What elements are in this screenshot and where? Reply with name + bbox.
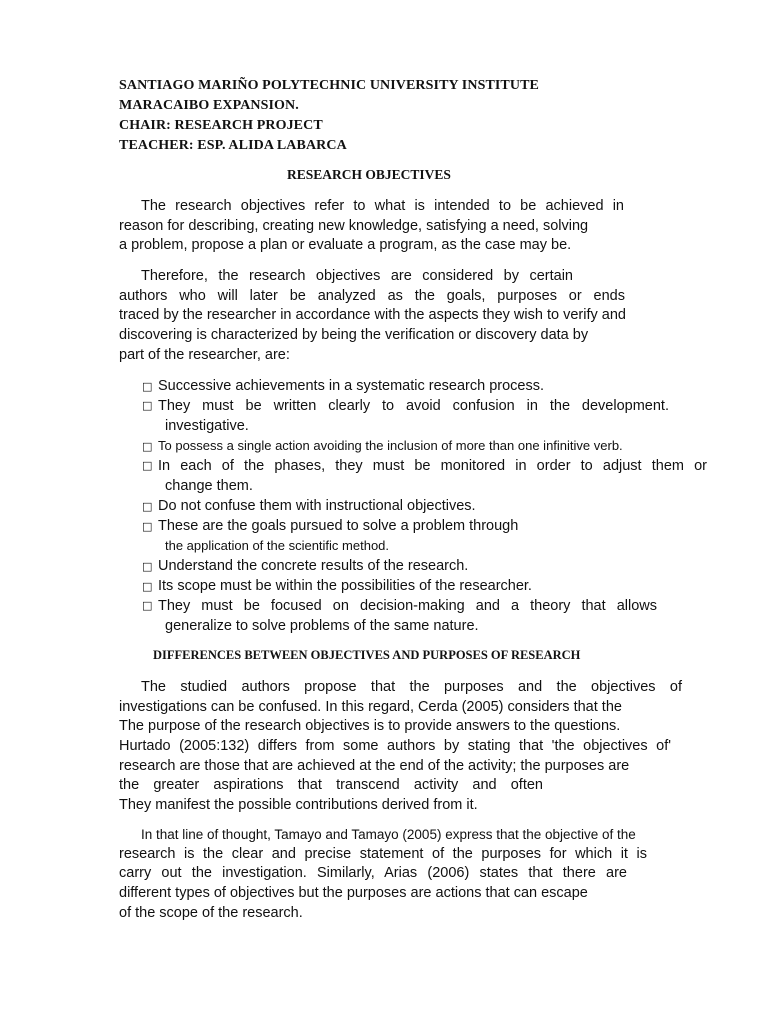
paragraph-line: research is the clear and precise statement of the purposes for which it is: [119, 845, 647, 862]
list-item-continuation: investigative.: [165, 418, 249, 434]
checkbox-bullet-icon: □: [142, 440, 153, 453]
paragraph-line: They manifest the possible contributions derived from it.: [119, 797, 478, 814]
header-chair: CHAIR: RESEARCH PROJECT: [119, 118, 323, 133]
list-item-text: To possess a single action avoiding the inclusion of more than one infinitive verb.: [158, 438, 623, 453]
list-item-continuation: change them.: [165, 478, 253, 494]
list-item-text: Successive achievements in a systematic research process.: [158, 378, 545, 394]
paragraph-line: The research objectives refer to what is intended to be achieved in: [141, 198, 624, 214]
list-item-text: Its scope must be within the possibilities of the researcher.: [158, 578, 532, 594]
checkbox-bullet-icon: □: [142, 500, 153, 513]
list-item-text: They must be focused on decision-making and a theory that allows: [158, 598, 657, 614]
list-item-text: These are the goals pursued to solve a problem through: [158, 518, 519, 534]
paragraph-line: investigations can be confused. In this regard, Cerda (2005) considers that the: [119, 698, 622, 715]
checkbox-bullet-icon: □: [142, 580, 153, 593]
paragraph-line: carry out the investigation. Similarly, Arias (2006) states that there are: [119, 865, 627, 882]
paragraph-line: reason for describing, creating new knowledge, satisfying a need, solving: [119, 217, 589, 234]
checkbox-bullet-icon: □: [142, 380, 153, 393]
list-item: [142, 436, 707, 456]
paragraph-objectives-authors: [119, 267, 659, 365]
section-title-research-objectives: RESEARCH OBJECTIVES: [287, 167, 451, 182]
paragraph-line: The purpose of the research objectives is to provide answers to the questions.: [119, 718, 621, 735]
paragraph-line: of the scope of the research.: [119, 904, 303, 921]
list-item: [142, 516, 707, 536]
objectives-characteristics-list: [142, 376, 707, 636]
list-item-continuation: generalize to solve problems of the same nature.: [165, 618, 479, 634]
paragraph-line: research are those that are achieved at the end of the activity; the purposes are: [119, 757, 630, 774]
list-item-text: They must be written clearly to avoid confusion in the development.: [158, 398, 669, 414]
document-header: [119, 76, 719, 156]
list-item: [142, 496, 707, 516]
checkbox-bullet-icon: □: [142, 599, 153, 612]
checkbox-bullet-icon: □: [142, 520, 153, 533]
paragraph-line: the greater aspirations that transcend activity and often: [119, 777, 543, 794]
paragraph-line: The studied authors propose that the purposes and the objectives of: [141, 679, 682, 695]
paragraph-tamayo-arias: [119, 825, 675, 923]
list-item: [142, 596, 707, 616]
header-teacher: TEACHER: ESP. ALIDA LABARCA: [119, 138, 347, 153]
list-item-text: In each of the phases, they must be monitored in order to adjust them or: [158, 458, 707, 474]
paragraph-objectives-vs-purposes: [119, 678, 682, 816]
paragraph-objectives-definition: [119, 197, 624, 256]
list-item: [142, 396, 707, 416]
list-item-continuation: the application of the scientific method.: [165, 538, 390, 553]
list-item: [142, 576, 707, 596]
list-item-text: Understand the concrete results of the research.: [158, 558, 469, 574]
paragraph-line: authors who will later be analyzed as the goals, purposes or ends: [119, 287, 625, 304]
header-expansion: MARACAIBO EXPANSION.: [119, 98, 299, 113]
section-title-differences: DIFFERENCES BETWEEN OBJECTIVES AND PURPOSES OF RESEARCH: [153, 648, 581, 662]
list-item: [142, 556, 707, 576]
paragraph-line: In that line of thought, Tamayo and Tamayo (2005) express that the objective of the: [141, 827, 636, 842]
list-item-text: Do not confuse them with instructional objectives.: [158, 498, 476, 514]
checkbox-bullet-icon: □: [142, 560, 153, 573]
list-item: [142, 456, 707, 476]
paragraph-line: part of the researcher, are:: [119, 346, 290, 363]
checkbox-bullet-icon: □: [142, 459, 153, 472]
paragraph-line: a problem, propose a plan or evaluate a program, as the case may be.: [119, 237, 572, 254]
header-institute: SANTIAGO MARIÑO POLYTECHNIC UNIVERSITY INSTITUTE: [119, 78, 539, 93]
paragraph-line: Therefore, the research objectives are considered by certain: [141, 268, 573, 284]
list-item: [142, 376, 707, 396]
paragraph-line: discovering is characterized by being the verification or discovery data by: [119, 327, 589, 344]
paragraph-line: traced by the researcher in accordance with the aspects they wish to verify and: [119, 307, 626, 324]
paragraph-line: different types of objectives but the purposes are actions that can escape: [119, 885, 588, 902]
paragraph-line: Hurtado (2005:132) differs from some authors by stating that 'the objectives of': [119, 738, 671, 755]
checkbox-bullet-icon: □: [142, 399, 153, 412]
